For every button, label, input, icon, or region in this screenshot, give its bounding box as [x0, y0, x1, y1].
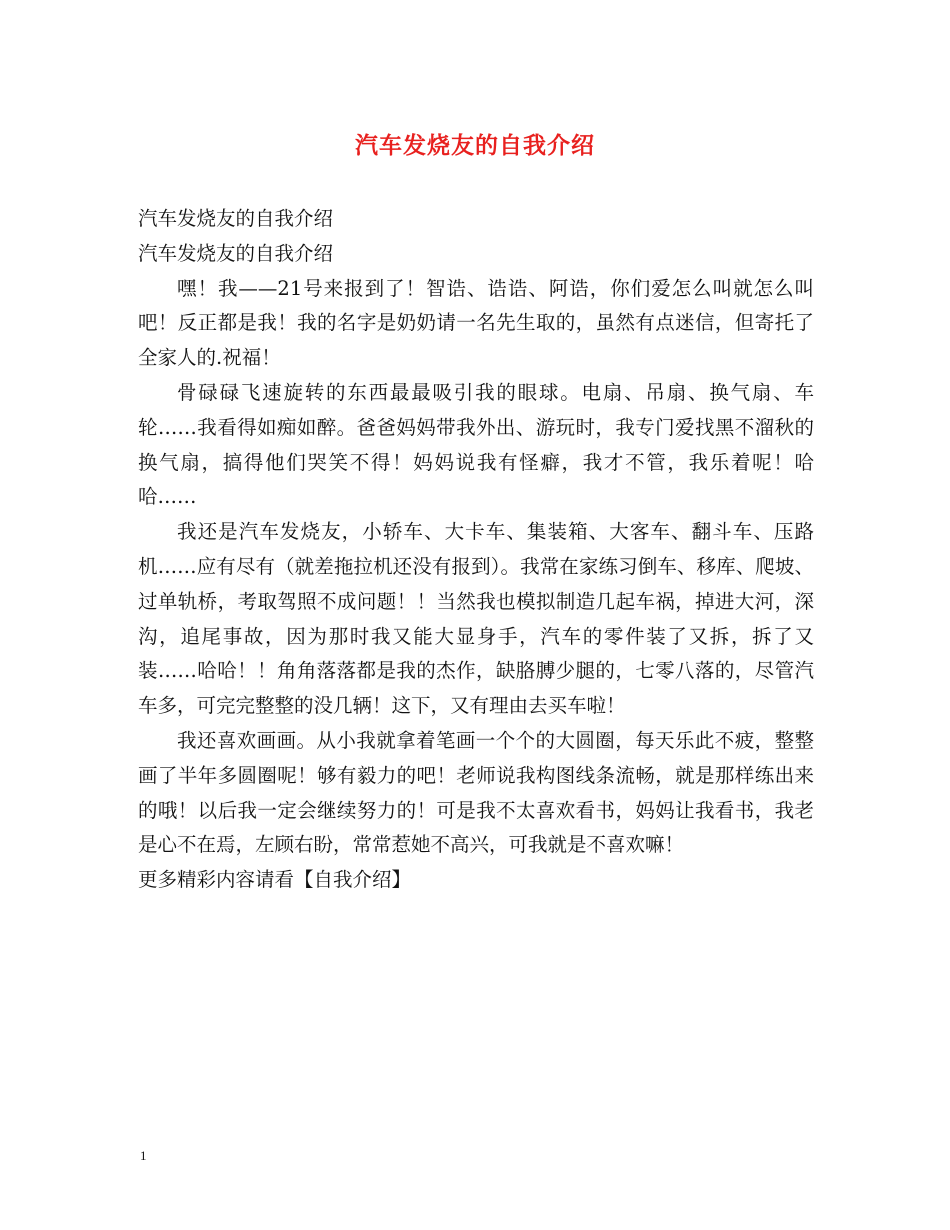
paragraph-car-fan: 我还是汽车发烧友，小轿车、大卡车、集装箱、大客车、翻斗车、压路机……应有尽有（就差拖拉机还没有报到）。我常在家练习倒车、移库、爬坡、过单轨桥，考取驾照不成问题！！当然我也模拟制造几起车祸，掉进大河，深沟，追尾事故，因为那时我又能大显身手，汽车的零件装了又拆，拆了又装……哈哈！！角角落落都是我的杰作，缺胳膊少腿的，七零八落的，尽管汽车多，可完完整整的没几辆！这下，又有理由去买车啦！ — [138, 520, 814, 718]
page-number: 1 — [140, 1148, 147, 1163]
document-body — [138, 202, 814, 898]
paragraph-intro: 嘿！我——21号来报到了！智诰、诰诰、阿诰，你们爱怎么叫就怎么叫吧！反正都是我！我的名字是奶奶请一名先生取的，虽然有点迷信，但寄托了全家人的.祝福！ — [138, 276, 814, 370]
document-title: 汽车发烧友的自我介绍 — [355, 132, 595, 159]
paragraph-spinning-things: 骨碌碌飞速旋转的东西最最吸引我的眼球。电扇、吊扇、换气扇、车轮……我看得如痴如醉。爸爸妈妈带我外出、游玩时，我专门爱找黑不溜秋的换气扇，搞得他们哭笑不得！妈妈说我有怪癖，我才不管，我乐着呢！哈哈…… — [138, 380, 814, 509]
paragraph-drawing: 我还喜欢画画。从小我就拿着笔画一个个的大圆圈，每天乐此不疲，整整画了半年多圆圈呢！够有毅力的吧！老师说我构图线条流畅，就是那样练出来的哦！以后我一定会继续努力的！可是我不太喜欢看书，妈妈让我看书，我老是心不在焉，左顾右盼，常常惹她不高兴，可我就是不喜欢嘛！ — [138, 728, 814, 857]
subtitle-line-1: 汽车发烧友的自我介绍 — [138, 207, 334, 230]
more-content-link[interactable]: 更多精彩内容请看【自我介绍】 — [138, 868, 412, 892]
subtitle-line-2: 汽车发烧友的自我介绍 — [138, 241, 334, 265]
